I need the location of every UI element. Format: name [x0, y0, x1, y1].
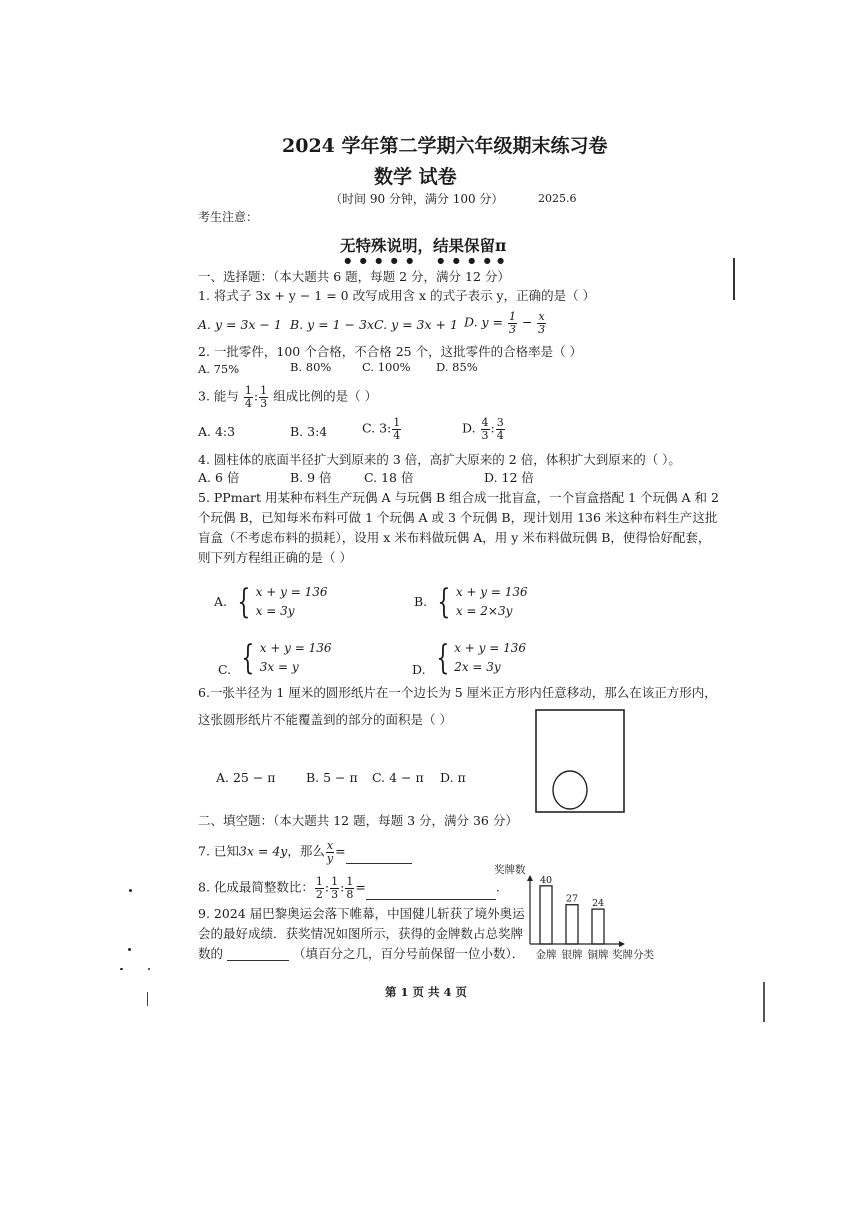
- scan-speck: [120, 968, 123, 970]
- scan-edge-mark: [147, 992, 148, 1006]
- q5-option-c: C. { x + y = 136 3x = y: [218, 637, 332, 678]
- q6-option-c: C. 4 − π: [372, 770, 424, 785]
- q9-line2: 会的最好成绩．获奖情况如图所示，获得的金牌数占总奖牌: [198, 926, 524, 941]
- bar-铜牌: [592, 909, 604, 944]
- data-label: 27: [565, 893, 579, 905]
- q1-option-a: A. y = 3x − 1: [198, 317, 282, 332]
- q5-option-b: B. { x + y = 136 x = 2×3y: [414, 581, 528, 622]
- data-label: 40: [539, 874, 553, 886]
- q2-option-c: C. 100%: [362, 360, 411, 374]
- q2-stem: 2. 一批零件，100 个合格，不合格 25 个，这批零件的合格率是（ ）: [198, 344, 583, 359]
- q6-line1: 6.一张半径为 1 厘米的圆形纸片在一个边长为 5 厘米正方形内任意移动，那么在该正方形内，: [198, 685, 717, 700]
- notice-label: 考生注意：: [198, 210, 259, 224]
- scan-edge-mark: [733, 258, 735, 300]
- bar-银牌: [566, 905, 578, 944]
- scan-speck: [148, 968, 150, 970]
- q5-line3: 盲盒（不考虑布料的损耗），设用 x 米布料做玩偶 A，用 y 米布料做玩偶 B，使得恰好配套，: [198, 530, 711, 545]
- q5-line4: 则下列方程组正确的是（ ）: [198, 550, 352, 565]
- q9-answer-blank[interactable]: [227, 948, 289, 961]
- bar-金牌: [540, 886, 552, 944]
- q3-option-b: B. 3:4: [290, 424, 328, 439]
- x-axis-label: 奖牌分类: [612, 949, 654, 961]
- q5-option-d: D. { x + y = 136 2x = 3y: [412, 637, 527, 678]
- q2-option-b: B. 80%: [290, 360, 332, 374]
- circle-shape: [553, 771, 587, 809]
- y-axis-arrow: [527, 875, 533, 881]
- q4-option-a: A. 6 倍: [198, 470, 240, 485]
- data-label: 24: [591, 898, 605, 910]
- q6-line2: 这张圆形纸片不能覆盖到的部分的面积是（ ）: [198, 712, 452, 727]
- q4-option-b: B. 9 倍: [290, 470, 332, 485]
- category-label: 金牌: [535, 949, 557, 961]
- scan-edge-mark: [763, 982, 765, 1022]
- q6-option-d: D. π: [440, 770, 466, 785]
- scan-speck: [129, 889, 132, 892]
- medal-bar-chart: [490, 862, 656, 968]
- q1-stem: 1. 将式子 3x + y − 1 = 0 改写成用含 x 的式子表示 y，正确的是（ ）: [198, 288, 596, 303]
- q6-option-a: A. 25 − π: [216, 770, 276, 785]
- page-footer: 第 1 页 共 4 页: [385, 985, 468, 999]
- q5-line1: 5. PPmart 用某种布料生产玩偶 A 与玩偶 B 组合成一批盲盒，一个盲盒搭配 1 个玩偶 A 和 2: [198, 490, 719, 505]
- exam-date: 2025.6: [538, 192, 577, 205]
- q7-answer-blank[interactable]: [346, 851, 412, 864]
- q8-stem: 8. 化成最简整数比： $\frac{1}{2}$ : $\frac{1}{3}$ : $\frac{1}{8}$ = .: [198, 875, 500, 901]
- exam-title: 2024 学年第二学期六年级期末练习卷: [282, 135, 608, 157]
- section1-heading: 一、选择题：（本大题共 6 题，每题 2 分，满分 12 分）: [198, 269, 510, 284]
- q4-option-d: D. 12 倍: [484, 470, 534, 485]
- q5-line2: 个玩偶 B，已知每米布料可做 1 个玩偶 A 或 3 个玩偶 B，现计划用 136 米这种布料生产这批: [198, 510, 718, 525]
- category-label: 铜牌: [587, 949, 609, 961]
- q3-stem: 3. 能与 $\frac{1}{4}$ : $\frac{1}{3}$ 组成比例的是（ ）: [198, 384, 378, 410]
- q4-option-c: C. 18 倍: [364, 470, 414, 485]
- q5-option-a: A. { x + y = 136 x = 3y: [214, 581, 328, 622]
- section2-heading: 二、填空题：（本大题共 12 题，每题 3 分，满分 36 分）: [198, 813, 518, 828]
- category-label: 银牌: [561, 949, 583, 961]
- q4-stem: 4. 圆柱体的底面半径扩大到原来的 3 倍，高扩大原来的 2 倍，体积扩大到原来的（ ）。: [198, 452, 681, 467]
- y-axis-label: 奖牌数: [494, 864, 526, 876]
- x-axis-arrow: [619, 941, 625, 947]
- q8-answer-blank[interactable]: [366, 887, 496, 900]
- q2-option-a: A. 75%: [198, 362, 240, 376]
- q1-option-c: C. y = 3x + 1: [374, 317, 458, 332]
- scan-speck: [128, 948, 131, 951]
- notice-text: 无特殊说明，结果保留π: [340, 236, 507, 255]
- square-circle-figure: [534, 708, 626, 816]
- square-shape: [536, 710, 624, 812]
- exam-subject: 数学 试卷: [374, 166, 457, 188]
- q9-line3: 数的 （填百分之几，百分号前保留一位小数）．: [198, 946, 525, 961]
- q1-option-b: B. y = 1 − 3x: [290, 317, 374, 332]
- time-info: （时间 90 分钟，满分 100 分）: [330, 192, 504, 206]
- q3-option-d: D. $\frac{4}{3}$ : $\frac{3}{4}$: [462, 416, 504, 442]
- q3-option-c: C. 3: $\frac{1}{4}$: [362, 416, 401, 442]
- q2-option-d: D. 85%: [436, 360, 478, 374]
- q6-option-b: B. 5 − π: [306, 770, 358, 785]
- q3-option-a: A. 4:3: [198, 424, 236, 439]
- q7-stem: 7. 已知3x = 4y，那么 $\frac{x}{y}$ =: [198, 840, 412, 864]
- q1-option-d: D. y = $\frac{1}{3}$ − $\frac{x}{3}$: [464, 310, 546, 336]
- q9-line1: 9. 2024 届巴黎奥运会落下帷幕，中国健儿斩获了境外奥运: [198, 906, 525, 921]
